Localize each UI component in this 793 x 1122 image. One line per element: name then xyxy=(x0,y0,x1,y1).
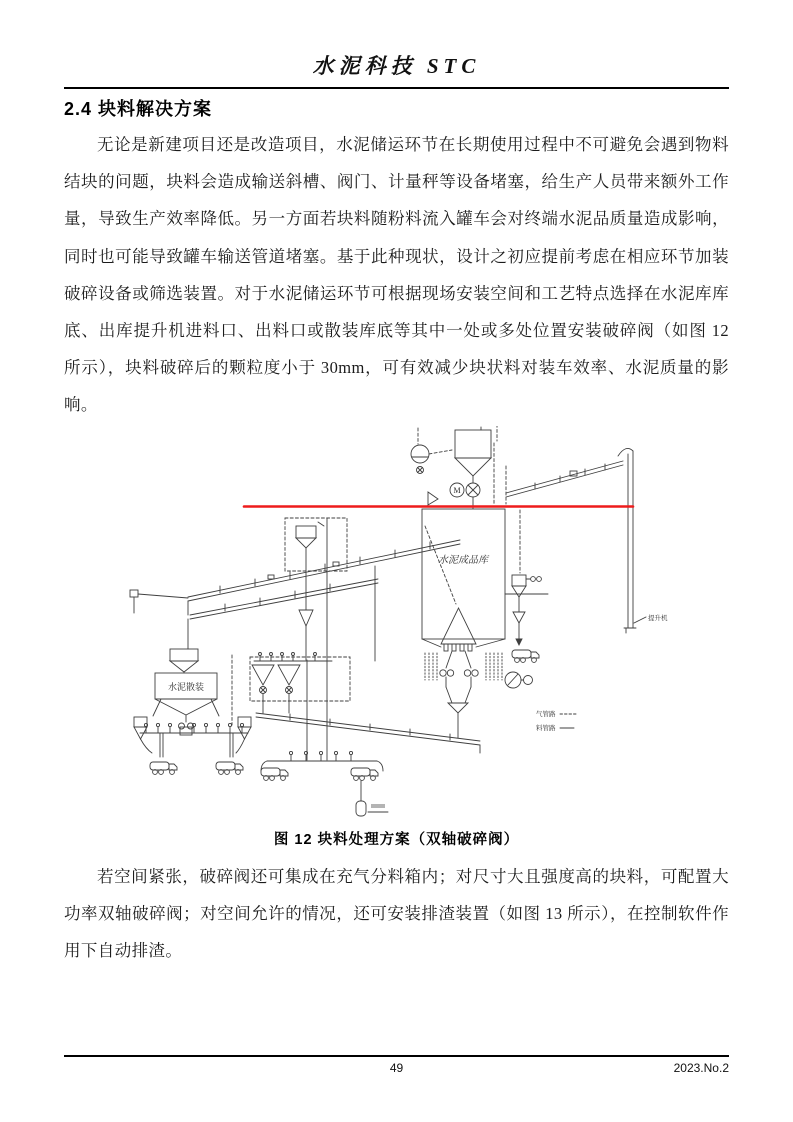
lower-air-slide xyxy=(256,713,480,753)
svg-text:M: M xyxy=(453,485,461,495)
figure-legend xyxy=(536,709,578,732)
motor-icon xyxy=(524,675,533,684)
figure-12-diagram xyxy=(128,426,703,824)
issue-number: 2023.No.2 xyxy=(673,1061,729,1075)
journal-title: 水泥科技 STC xyxy=(312,54,481,78)
air-distribution-box-icon xyxy=(252,665,274,685)
bulk-silo-label: 水泥散装 xyxy=(167,681,205,692)
page-content xyxy=(64,0,729,969)
air-distribution-box-icon xyxy=(278,665,300,685)
figure-12 xyxy=(64,426,729,824)
main-silo xyxy=(422,509,505,738)
fluidization-pads xyxy=(425,653,502,680)
bulk-silo-assembly xyxy=(128,649,251,774)
middle-distribution-cluster xyxy=(250,518,350,760)
tanker-truck-icon xyxy=(261,768,288,780)
silo-side-loading-equipment xyxy=(505,510,548,688)
elevator-label: 提升机 xyxy=(648,614,668,622)
tanker-truck-icon xyxy=(150,762,177,774)
top-air-slide-conveyor xyxy=(506,461,623,497)
flag-marker-icon xyxy=(428,492,438,505)
figure-caption: 图 12 块料处理方案（双轴破碎阀） xyxy=(273,831,520,848)
bucket-elevator-icon xyxy=(618,448,668,633)
tanker-truck-icon xyxy=(351,768,378,780)
page-number: 49 xyxy=(389,1061,404,1075)
header-rule xyxy=(64,87,729,89)
lower-loading-manifold xyxy=(261,751,383,780)
fan-symbol-icon xyxy=(411,445,429,463)
body-paragraph-2: 若空间紧张，破碎阀还可集成在充气分料箱内；对尺寸大且强度高的块料，可配置大功率双轴破碎阀；对空间允许的情况，还可安装排渣装置（如图 13 所示），在控制软件作用下自动排渣。 xyxy=(64,866,729,961)
section-heading: 2.4 块料解决方案 xyxy=(64,99,213,119)
page-footer xyxy=(64,1055,729,1075)
left-air-slides xyxy=(130,540,460,661)
main-silo-label: 水泥成品库 xyxy=(438,554,488,566)
small-pump-icon xyxy=(356,781,388,816)
legend-material-label: 料管路 xyxy=(536,724,556,732)
body-paragraph-1: 无论是新建项目还是改造项目，水泥储运环节在长期使用过程中不可避免会遇到物料结块的问题，块料会造成输送斜槽、阀门、计量秤等设备堵塞，给生产人员带来额外工作量，导致生产效率降低。另一方面若块料随粉料流入罐车会对终端水泥品质量造成影响，同时也可能导致罐车输送管道堵塞。基于此种现状，设计之初应提前考虑在相应环节加装破碎设备或筛选装置。对于水泥储运环节可根据现场安装空间和工艺特点选择在水泥库库底、出库提升机进料口、出料口或散装库底等其中一处或多处位置安装破碎阀（如图 12 所示），块料破碎后的颗粒度小于 30mm，可有效减少块状料对装车效率、水泥质量的影响。 xyxy=(64,135,729,415)
legend-air-label: 气管路 xyxy=(536,710,556,718)
bulk-truck-icon xyxy=(512,650,539,662)
top-surge-bin xyxy=(411,426,506,509)
tanker-truck-icon xyxy=(216,762,243,774)
